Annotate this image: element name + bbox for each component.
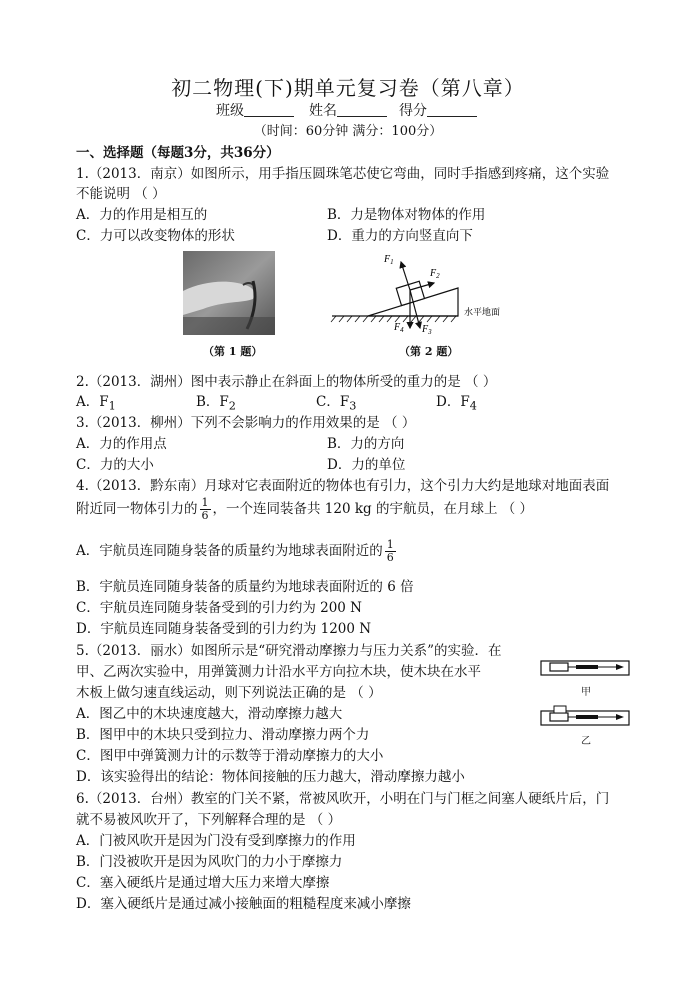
q4-option-a-text: A．宇航员连同随身装备的质量约为地球表面附近的: [76, 543, 383, 559]
q1-stem-line2: 不能说明 （ ）: [76, 186, 166, 202]
q1-option-d: D．重力的方向竖直向下: [327, 228, 473, 244]
class-field[interactable]: [216, 100, 294, 120]
q6-option-b: B．门没被吹开是因为风吹门的力小于摩擦力: [76, 854, 343, 870]
q6-stem-line1: 6.（2013．台州）教室的门关不紧，常被风吹开，小明在门与门框之间塞人硬纸片后，门: [76, 791, 610, 807]
ground-label: 水平地面: [464, 308, 501, 318]
q6-option-c: C．塞入硬纸片是通过增大压力来增大摩擦: [76, 875, 330, 891]
f2-label: $F_2$: [430, 268, 440, 280]
q2-stem: 2.（2013．湖州）图中表示静止在斜面上的物体所受的重力的是 （ ）: [76, 374, 497, 390]
score-blank[interactable]: [427, 102, 477, 117]
f1-label: $F_1$: [384, 254, 394, 266]
q4-line2-pre: 附近同一物体引力的: [76, 501, 198, 517]
score-field[interactable]: [399, 100, 477, 120]
fraction-one-sixth-a: [385, 539, 396, 564]
q4-stem-line1: 4.（2013．黔东南）月球对它表面附近的物体也有引力，这个引力大约是地球对地面表面: [76, 478, 610, 494]
class-blank[interactable]: [244, 102, 294, 117]
name-field[interactable]: [309, 100, 387, 120]
q3-option-d: D．力的单位: [327, 457, 406, 473]
q1-stem-line1: 1.（2013．南京）如图所示，用手指压圆珠笔芯使它弯曲，同时手指感到疼痛，这个实验: [76, 166, 610, 182]
q6-option-d: D．塞入硬纸片是通过减小接触面的粗糙程度来减小摩擦: [76, 896, 411, 912]
fraction-numerator-a: 1: [386, 538, 394, 551]
class-label: 班级: [216, 103, 244, 119]
q2-option-c-subscript: 3: [349, 399, 357, 413]
q3-option-c: C．力的大小: [76, 457, 154, 473]
q1-option-c: C．力可以改变物体的形状: [76, 228, 235, 244]
q5-option-c: C．图甲中弹簧测力计的示数等于滑动摩擦力的大小: [76, 748, 384, 764]
q4-option-c: C．宇航员连同随身装备受到的引力约为 200 N: [76, 600, 362, 616]
q6-stem-line2: 就不易被风吹开了，下列解释合理的是 （ ）: [76, 812, 342, 828]
q2-option-d: D．$F_4$: [436, 394, 477, 413]
figure-2-caption: （第 2 题）: [399, 345, 459, 358]
fraction-one-sixth: [200, 497, 211, 522]
q2-option-b-subscript: 2: [228, 399, 236, 413]
figure-5-yi-label: 乙: [581, 736, 591, 747]
q2-option-c: C．$F_3$: [316, 394, 357, 413]
q2-option-a-subscript: 1: [108, 399, 116, 413]
q3-stem: 3.（2013．柳州）下列不会影响力的作用效果的是 （ ）: [76, 415, 416, 431]
q6-option-a: A．门被风吹开是因为门没有受到摩擦力的作用: [76, 833, 356, 849]
time-note: （时间：60分钟 满分：100分）: [253, 124, 443, 139]
q2-option-a: A．$F_1$: [76, 394, 116, 413]
q3-option-a: A．力的作用点: [76, 436, 167, 452]
page-title: 初二物理(下)期单元复习卷（第八章）: [171, 76, 525, 100]
figure-1-photo: [183, 251, 275, 335]
fraction-denominator-a: 6: [386, 551, 394, 564]
q3-option-b: B．力的方向: [327, 436, 405, 452]
q2-option-b: B．$F_2$: [196, 394, 236, 413]
figure-5-jia: [540, 655, 632, 681]
figure-1-caption: （第 1 题）: [203, 345, 263, 358]
q5-option-d: D．该实验得出的结论：物体间接触的压力越大，滑动摩擦力越小: [76, 769, 465, 785]
f4-label: $F_4$: [394, 322, 404, 334]
q4-option-a: [76, 538, 398, 564]
q5-stem-line3: 木板上做匀速直线运动，则下列说法正确的是 （ ）: [76, 685, 382, 701]
section-heading: 一、选择题（每题3分，共36分）: [76, 145, 280, 161]
q4-option-d: D．宇航员连同随身装备受到的引力约为 1200 N: [76, 621, 372, 637]
figure-2-diagram: [328, 250, 518, 336]
q1-option-b: B．力是物体对物体的作用: [327, 207, 486, 223]
figure-5-jia-label: 甲: [581, 687, 591, 698]
q2-option-d-subscript: 4: [469, 399, 477, 413]
q5-stem-line2: 甲、乙两次实验中，用弹簧测力计沿水平方向拉木块，使木块在水平: [76, 664, 481, 680]
q1-option-a: A．力的作用是相互的: [76, 207, 208, 223]
q5-stem-line1: 5.（2013．丽水）如图所示是“研究滑动摩擦力与压力关系”的实验．在: [76, 643, 502, 659]
q5-option-b: B．图甲中的木块只受到拉力、滑动摩擦力两个力: [76, 727, 370, 743]
q4-stem-line2: [76, 496, 533, 522]
q5-option-a: A．图乙中的木块速度越大，滑动摩擦力越大: [76, 706, 343, 722]
figure-5-yi: [540, 703, 632, 729]
q4-option-b: B．宇航员连同随身装备的质量约为地球表面附近的 6 倍: [76, 579, 414, 595]
q4-line2-post: ，一个连同装备共 120 kg 的宇航员，在月球上 （ ）: [212, 501, 534, 517]
name-label: 姓名: [309, 103, 337, 119]
fraction-numerator: 1: [201, 496, 209, 509]
name-blank[interactable]: [337, 102, 387, 117]
score-label: 得分: [399, 103, 427, 119]
fraction-denominator: 6: [201, 509, 209, 522]
f3-label: $F_3$: [422, 324, 432, 336]
